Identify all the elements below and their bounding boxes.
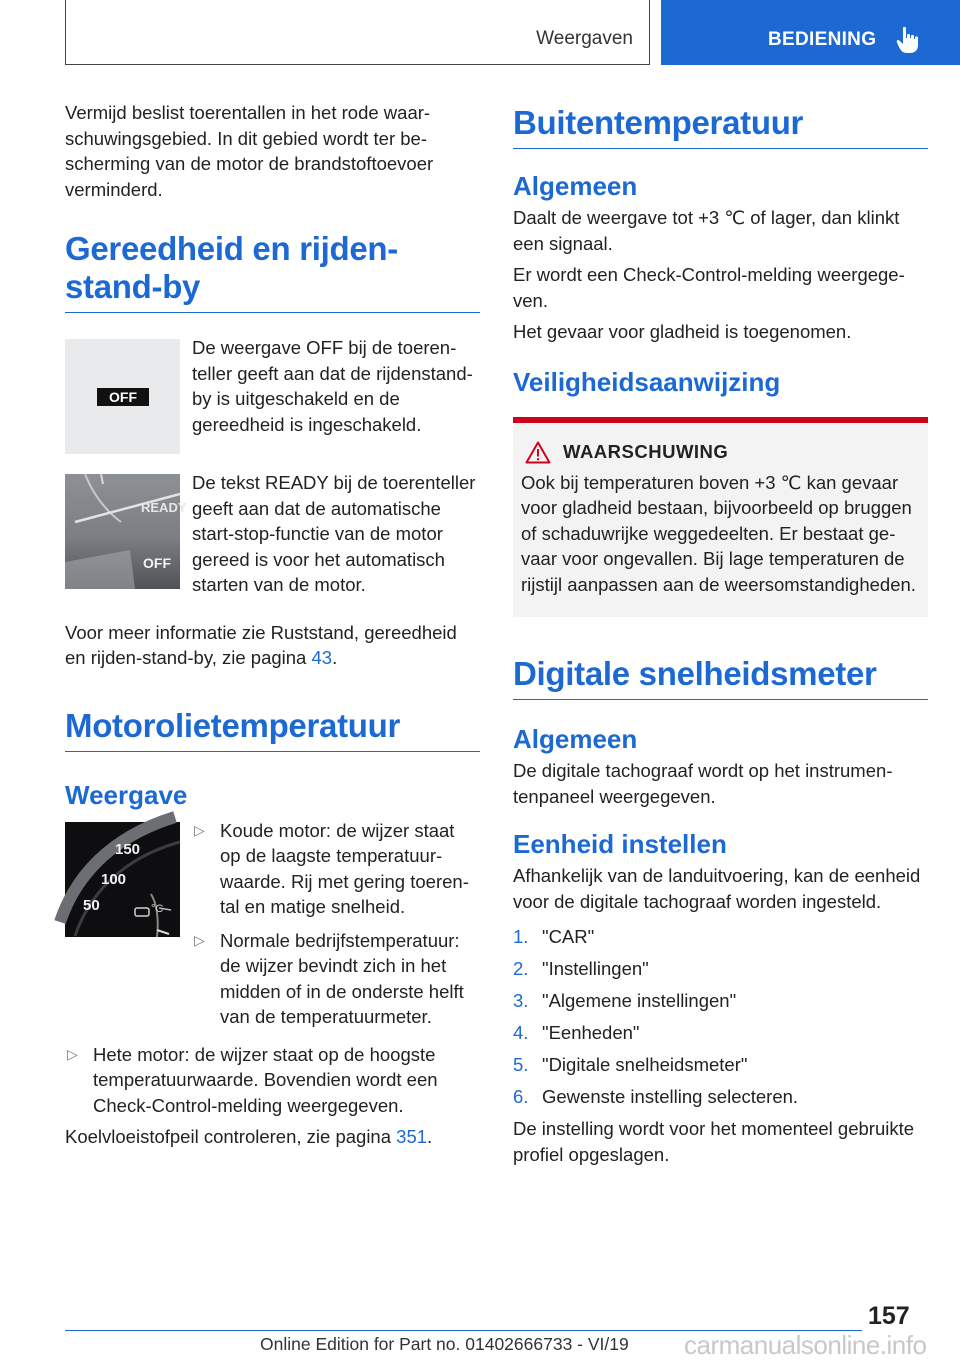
step-item: [513, 1020, 928, 1046]
heading-oil-temperature: Motorolietemperatuur: [65, 707, 480, 752]
hand-pointer-icon: [896, 26, 922, 54]
off-badge: OFF: [97, 388, 149, 406]
ready-label: READY: [141, 500, 187, 515]
hot-engine-bullet-list: [65, 1042, 480, 1119]
step-number: 2.: [513, 958, 529, 979]
page-link-351[interactable]: 351: [396, 1126, 428, 1147]
footer-edition: Online Edition for Part no. 01402666733 - VI/19: [260, 1334, 629, 1354]
step-item: [513, 988, 928, 1014]
speedo-general-text: De digitale tachograaf wordt op het instrumentenpaneel weergegeven.: [513, 760, 893, 807]
right-column: [513, 100, 928, 1167]
ready-tachometer-graphic: [65, 474, 187, 589]
bullet-text: Hete motor: de wijzer staat op de hoogste temperatuurwaarde. Bovendien wordt een Check-Control-melding weergegeven.: [93, 1043, 438, 1116]
step-text: "Digitale snelheidsmeter": [542, 1054, 748, 1075]
watermark-logo: carmanualsonline.info: [684, 1330, 927, 1360]
heading-set-unit: Eenheid instellen: [513, 829, 727, 859]
step-item: [513, 924, 928, 950]
step-text: "Eenheden": [542, 1022, 640, 1043]
more-info-paragraph: Voor meer informatie zie Ruststand, gereedheid en rijden-stand-by, zie pagina 43.: [65, 621, 457, 668]
heading-digital-speedometer: Digitale snelheidsmeter: [513, 655, 928, 700]
page-number: 157: [868, 1302, 910, 1330]
header-chapter-tab[interactable]: [661, 0, 960, 65]
header-chapter-label: BEDIENING: [768, 29, 877, 50]
heading-speedo-general: Algemeen: [513, 724, 638, 754]
coolant-text: Koelvloeistofpeil controleren, zie pagina: [65, 1126, 397, 1147]
bullet-cold-engine: [192, 818, 480, 920]
step-number: 3.: [513, 990, 529, 1011]
header-section-title: Weergaven: [536, 28, 633, 49]
warning-title: WAARSCHUWING: [563, 441, 729, 462]
oil-temperature-icon: [135, 903, 163, 916]
ready-off-label: OFF: [143, 555, 171, 571]
warning-triangle-icon: [525, 441, 551, 464]
ready-display-image: [65, 474, 187, 589]
step-text: "CAR": [542, 926, 595, 947]
step-number: 4.: [513, 1022, 529, 1043]
ready-figure-row: [65, 474, 480, 598]
off-description: De weergave OFF bij de toerenteller geeft aan dat de rijdenstand-by is uitgeschakeld en de gereedheid is ingeschakeld.: [192, 337, 473, 435]
off-figure-row: [65, 339, 480, 454]
step-text: "Instellingen": [542, 958, 649, 979]
oil-gauge-image: [65, 822, 180, 937]
off-display-image: [65, 339, 180, 454]
step-number: 6.: [513, 1086, 529, 1107]
left-column: [65, 100, 480, 1150]
gauge-label-100: 100: [101, 870, 127, 888]
general-paragraph-2: Er wordt een Check-Control-melding weergegeven.: [513, 264, 905, 311]
unit-text: Afhankelijk van de landuitvoering, kan de eenheid voor de digitale tachograaf worden ingesteld.: [513, 865, 921, 912]
heading-ready-standby: Gereedheid en rijdenstand-by: [65, 230, 480, 313]
gauge-figure-row: [65, 819, 480, 1038]
warning-header: [521, 441, 920, 464]
bullet-text: Koude motor: de wijzer staat op de laagste temperatuurwaarde. Rij met gering toerental en matige snelheid.: [220, 819, 469, 917]
step-item: [513, 956, 928, 982]
step-text: Gewenste instelling selecteren.: [542, 1086, 799, 1107]
step-text: "Algemene instellingen": [542, 990, 737, 1011]
header-section-box: [65, 0, 650, 65]
bullet-triangle-icon: ▷: [194, 821, 205, 838]
more-info-text: Voor meer informatie zie Ruststand, gereedheid en rijden-stand-by, zie pagina: [65, 621, 457, 668]
step-item: [513, 1084, 928, 1110]
coolant-paragraph: Koelvloeistofpeil controleren, zie pagina 351.: [65, 1126, 433, 1147]
bullet-triangle-icon: ▷: [194, 931, 205, 948]
ready-description: De tekst READY bij de toerenteller geeft aan dat de automatische start-stop-functie van de motor gereed is voor het automatisch starten van de motor.: [192, 472, 476, 595]
general-paragraph-3: Het gevaar voor gladheid is toegenomen.: [513, 321, 852, 342]
warning-text: Ook bij temperaturen boven +3 ℃ kan gevaar voor gladheid bestaan, bijvoorbeeld op bruggen of schaduwrijke weggedeelten. Er bestaat gevaar voor ongevallen. Bij lage temperaturen de rijstijl aanpassen aan de weersomstandigheden.: [521, 471, 916, 595]
oil-gauge-graphic: [65, 822, 180, 937]
heading-general: Algemeen: [513, 171, 638, 201]
unit-steps-list: [513, 924, 928, 1110]
gauge-label-150: 150: [115, 840, 141, 858]
heading-safety-notice: Veiligheidsaanwijzing: [513, 366, 781, 397]
heading-display: Weergave: [65, 779, 188, 810]
gauge-bullet-list: [192, 818, 480, 1038]
bullet-normal-temperature: [192, 928, 480, 1030]
gauge-label-50: 50: [83, 896, 100, 914]
page-link-43[interactable]: 43: [311, 647, 333, 668]
intro-paragraph: Vermijd beslist toerentallen in het rode waarschuwingsgebied. In dit gebied wordt ter bescherming van de motor de brandstoftoevoer verminderd.: [65, 102, 434, 200]
step-item: [513, 1052, 928, 1078]
svg-text:°C: °C: [151, 902, 164, 915]
bullet-text: Normale bedrijfstemperatuur: de wijzer bevindt zich in het midden of in de onderste helft van de temperatuurmeter.: [220, 929, 464, 1027]
heading-outside-temperature: Buitentemperatuur: [513, 104, 928, 149]
closing-text: De instelling wordt voor het momenteel gebruikte profiel opgeslagen.: [513, 1118, 915, 1165]
warning-box: [513, 417, 928, 618]
bullet-triangle-icon: ▷: [67, 1045, 78, 1062]
general-paragraph-1: Daalt de weergave tot +3 ℃ of lager, dan klinkt een signaal.: [513, 207, 900, 254]
step-number: 5.: [513, 1054, 529, 1075]
bullet-hot-engine: [65, 1042, 480, 1119]
step-number: 1.: [513, 926, 529, 947]
